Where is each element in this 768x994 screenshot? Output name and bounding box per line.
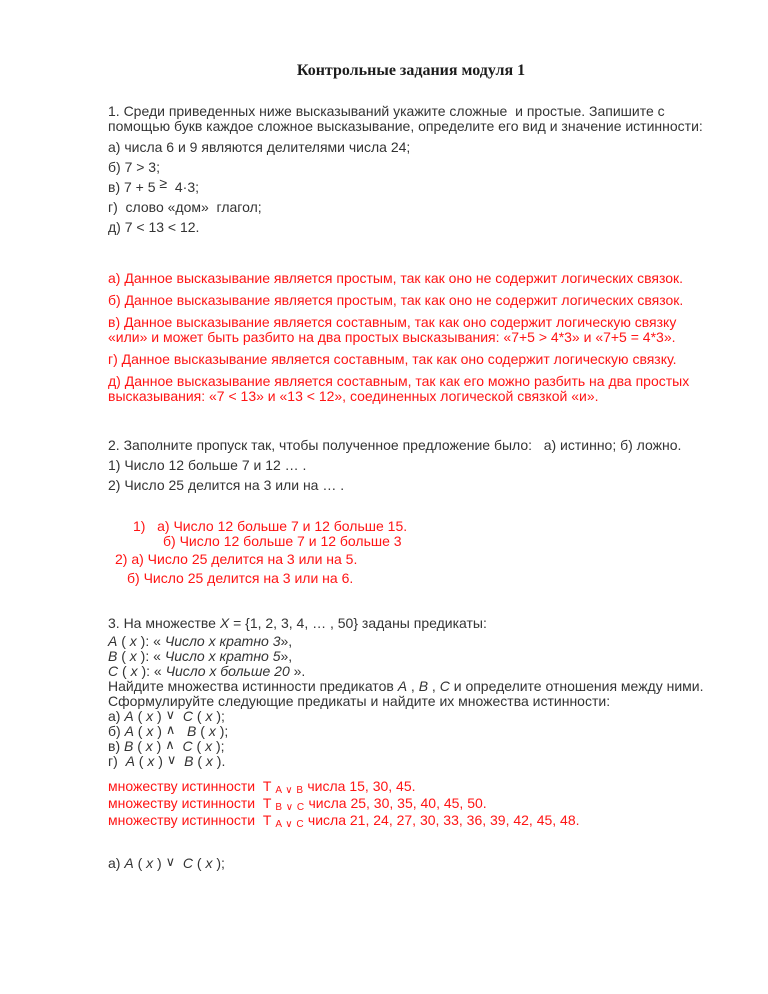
task3-truth-set-avc: множеству истинности Т A ∨ C числа 21, 24, 27, 30, 33, 36, 39, 42, 45, 48.: [108, 812, 580, 830]
task3-predicate-def-b: B ( x ): « Число x кратно 5»,: [108, 648, 293, 664]
task1-item-b: б) 7 > 3;: [108, 159, 160, 175]
task2-answer-1b: б) Число 12 больше 7 и 12 больше 3: [163, 533, 402, 549]
task1-section: [108, 104, 714, 404]
task2-item-2: 2) Число 25 делится на 3 или на … .: [108, 477, 345, 493]
task2-intro: 2. Заполните пропуск так, чтобы полученное предложение было: а) истинно; б) ложно.: [108, 437, 682, 453]
task3-predicate-def-c: C ( x ): « Число x больше 20 ».: [108, 663, 306, 679]
task1-intro: 1. Среди приведенных ниже высказываний укажите сложные и простые. Запишите с помощью букв каждое сложное высказывание, определите его вид и значение истинности:: [108, 103, 703, 134]
task3-final-predicate-a: а) A ( x ) ∨ C ( x );: [108, 854, 225, 871]
page-title: Контрольные задания модуля 1: [296, 62, 526, 79]
task2-answer-2b: б) Число 25 делится на 3 или на 6.: [127, 570, 354, 586]
task1-answer-d: д) Данное высказывание является составным, так как его можно разбить на два простых высказывания: «7 < 13» и «13 < 12», соединенных логической связкой «и».: [108, 373, 694, 404]
task3-truth-set-bvc: множеству истинности Т B ∨ C числа 25, 30, 35, 40, 45, 50.: [108, 795, 487, 813]
task3-answers: [108, 779, 714, 830]
task3-predicate-a: а) A ( x ) ∨ C ( x );: [108, 707, 225, 724]
task2-answer-1a: 1) а) Число 12 больше 7 и 12 больше 15.: [133, 518, 408, 534]
task1-answer-b: б) Данное высказывание является простым, так как оно не содержит логических связок.: [108, 292, 684, 308]
task3-find-line: Найдите множества истинности предикатов A , B , C и определите отношения между ними.: [108, 678, 704, 694]
task2-item-1: 1) Число 12 больше 7 и 12 … .: [108, 457, 307, 473]
task1-answer-g: г) Данное высказывание является составным, так как оно содержит логическую связку.: [108, 351, 677, 367]
task3-predicate-v: в) B ( x ) ∧ C ( x );: [108, 737, 225, 754]
task2-section: [108, 438, 714, 586]
task3-predicate-b: б) A ( x ) ∧ B ( x );: [108, 722, 229, 739]
task3-section: [108, 616, 714, 871]
task3-truth-set-avb: множеству истинности Т A ∨ B числа 15, 30, 45.: [108, 778, 416, 796]
task1-item-g: г) слово «дом» глагол;: [108, 199, 262, 215]
task3-predicate-g: г) A ( x ) ∨ B ( x ).: [108, 752, 226, 769]
task1-item-d: д) 7 < 13 < 12.: [108, 219, 200, 235]
task2-answer-2a: 2) а) Число 25 делится на 3 или на 5.: [115, 551, 358, 567]
task1-answer-v: в) Данное высказывание является составным, так как оно содержит логическую связку «или» и может быть разбито на два простых высказывания: «7+5 > 4*3» и «7+5 = 4*3».: [108, 314, 681, 345]
task2-answers: [108, 519, 714, 586]
task1-answers: [108, 271, 714, 404]
task1-item-a: а) числа 6 и 9 являются делителями числа 24;: [108, 139, 411, 155]
task1-item-v: в) 7 + 5 ≥ 4·3;: [108, 175, 199, 195]
task3-predicate-def-a: A ( x ): « Число x кратно 3»,: [108, 633, 293, 649]
task3-intro: 3. На множестве X = {1, 2, 3, 4, … , 50} заданы предикаты:: [108, 615, 487, 631]
task1-answer-a: а) Данное высказывание является простым, так как оно не содержит логических связок.: [108, 270, 684, 286]
task3-formulate-line: Сформулируйте следующие предикаты и найдите их множества истинности:: [108, 693, 611, 709]
